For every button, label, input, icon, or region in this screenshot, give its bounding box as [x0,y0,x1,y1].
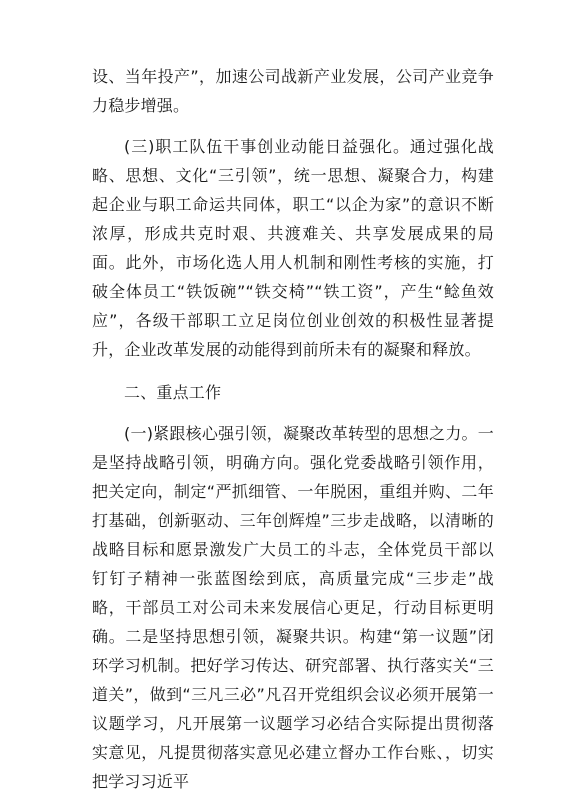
document-body [92,62,494,796]
paragraph-2: (三)职工队伍干事创业动能日益强化。通过强化战略、思想、文化“三引领”，统一思想、凝聚合力，构建起企业与职工命运共同体，职工“以企为家”的意识不断浓厚，形成共克时艰、共渡难关、共享发展成果的局面。此外，市场化选人用人机制和刚性考核的实施，打破全体员工“铁饭碗”“铁交椅”“铁工资”，产生“鲶鱼效应”，各级干部职工立足岗位创业创效的积极性显著提升，企业改革发展的动能得到前所未有的凝聚和释放。 [92,137,494,359]
paragraph-spacer [92,120,494,132]
paragraph-1: 设、当年投产”，加速公司战新产业发展，公司产业竞争力稳步增强。 [92,67,494,115]
paragraph-3: (一)紧跟核心强引领，凝聚改革转型的思想之力。一是坚持战略引领，明确方向。强化党委战略引领作用，把关定向，制定“严抓细管、一年脱困，重组并购、二年打基础，创新驱动、三年创辉煌”三步走战略，以清晰的战略目标和愿景激发广大员工的斗志，全体党员干部以钉钉子精神一张蓝图绘到底，高质量完成“三步走”战略，干部员工对公司未来发展信心更足，行动目标更明确。二是坚持思想引领，凝聚共识。构建“第一议题”闭环学习机制。把好学习传达、研究部署、执行落实关“三道关”，做到“三凡三必”凡召开党组织会议必须开展第一议题学习，凡开展第一议题学习必结合实际提出贯彻落实意见，凡提贯彻落实意见必建立督办工作台账、，切实把学习习近平 [92,424,494,791]
section-heading: 二、重点工作 [124,383,222,402]
